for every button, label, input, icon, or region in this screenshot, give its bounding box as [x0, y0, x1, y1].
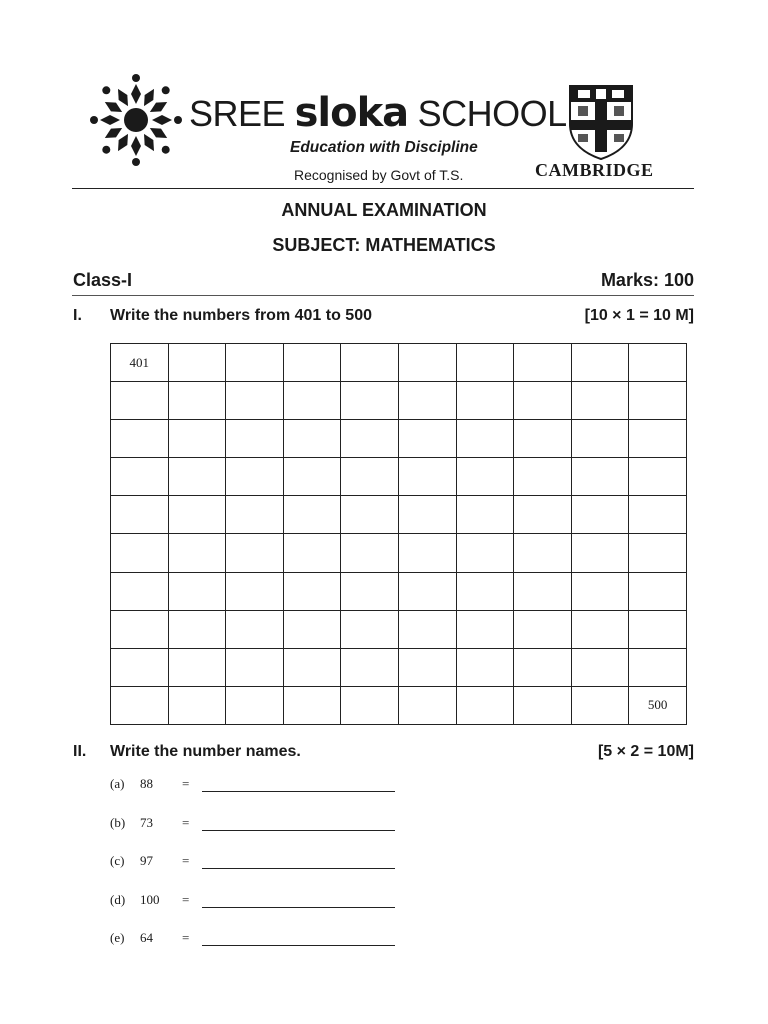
- grid-cell[interactable]: [456, 534, 514, 572]
- grid-cell[interactable]: [111, 572, 169, 610]
- item-number: 73: [140, 815, 153, 830]
- grid-cell[interactable]: [283, 420, 341, 458]
- school-name-mid: sloka: [294, 90, 409, 136]
- grid-cell[interactable]: [283, 382, 341, 420]
- grid-cell[interactable]: [226, 382, 284, 420]
- school-tagline: Education with Discipline: [290, 139, 478, 156]
- equals-sign: =: [182, 815, 190, 830]
- grid-cell[interactable]: [168, 572, 226, 610]
- grid-cell[interactable]: [398, 572, 456, 610]
- grid-cell[interactable]: [341, 686, 399, 724]
- grid-cell[interactable]: [456, 648, 514, 686]
- grid-cell[interactable]: [226, 344, 284, 382]
- question-1-text: Write the numbers from 401 to 500: [110, 307, 372, 324]
- question-2-number: II.: [73, 743, 87, 760]
- grid-cell[interactable]: [168, 686, 226, 724]
- item-label: (b): [110, 815, 126, 830]
- grid-cell[interactable]: [226, 648, 284, 686]
- item-label: (e): [110, 930, 125, 945]
- school-header: [72, 70, 694, 188]
- grid-cell[interactable]: [571, 534, 629, 572]
- grid-cell[interactable]: [341, 610, 399, 648]
- question-1-marks: [10 × 1 = 10 M]: [584, 307, 694, 324]
- sun-flower-emblem-icon: [86, 70, 186, 170]
- school-name-right: SCHOOL: [417, 93, 567, 134]
- grid-cell[interactable]: 500: [629, 686, 687, 724]
- grid-cell[interactable]: [629, 534, 687, 572]
- grid-cell[interactable]: [514, 572, 572, 610]
- grid-row: [111, 344, 687, 382]
- grid-cell[interactable]: [341, 382, 399, 420]
- grid-cell[interactable]: [514, 686, 572, 724]
- list-item: [110, 815, 410, 835]
- grid-cell[interactable]: [629, 382, 687, 420]
- number-grid: [110, 343, 687, 725]
- grid-cell[interactable]: [341, 648, 399, 686]
- grid-cell[interactable]: [398, 648, 456, 686]
- grid-cell[interactable]: [226, 496, 284, 534]
- grid-cell[interactable]: [283, 458, 341, 496]
- grid-cell[interactable]: [514, 534, 572, 572]
- grid-cell[interactable]: [456, 572, 514, 610]
- grid-cell[interactable]: [456, 420, 514, 458]
- grid-cell[interactable]: [629, 572, 687, 610]
- list-item: [110, 776, 410, 796]
- item-label: (d): [110, 892, 126, 907]
- grid-cell[interactable]: [111, 686, 169, 724]
- equals-sign: =: [182, 930, 190, 945]
- grid-cell[interactable]: [168, 382, 226, 420]
- grid-row: [111, 420, 687, 458]
- grid-cell[interactable]: [456, 496, 514, 534]
- recognition-text: Recognised by Govt of T.S.: [294, 167, 464, 183]
- item-number: 88: [140, 776, 153, 791]
- grid-cell[interactable]: [111, 648, 169, 686]
- answer-line[interactable]: [202, 907, 395, 908]
- list-item: [110, 930, 410, 950]
- grid-cell[interactable]: [398, 610, 456, 648]
- list-item: [110, 853, 410, 873]
- grid-cell[interactable]: [111, 420, 169, 458]
- item-label: (a): [110, 776, 125, 791]
- grid-cell[interactable]: [514, 458, 572, 496]
- grid-cell[interactable]: [514, 344, 572, 382]
- question-1-number: I.: [73, 307, 82, 324]
- grid-cell[interactable]: [283, 496, 341, 534]
- grid-cell[interactable]: [398, 496, 456, 534]
- item-number: 97: [140, 853, 153, 868]
- list-item: [110, 892, 410, 912]
- grid-row: [111, 610, 687, 648]
- grid-cell[interactable]: [283, 344, 341, 382]
- grid-cell[interactable]: [168, 496, 226, 534]
- grid-cell[interactable]: [283, 534, 341, 572]
- question-2-text: Write the number names.: [110, 743, 301, 760]
- grid-cell[interactable]: [111, 534, 169, 572]
- grid-cell[interactable]: [514, 382, 572, 420]
- grid-cell[interactable]: [341, 496, 399, 534]
- school-name-left: SREE: [189, 93, 286, 134]
- grid-cell[interactable]: [341, 458, 399, 496]
- grid-cell[interactable]: [111, 382, 169, 420]
- grid-cell[interactable]: [341, 572, 399, 610]
- grid-cell[interactable]: [571, 458, 629, 496]
- grid-cell[interactable]: [398, 686, 456, 724]
- equals-sign: =: [182, 892, 190, 907]
- grid-cell[interactable]: [283, 686, 341, 724]
- exam-title: ANNUAL EXAMINATION: [281, 200, 487, 220]
- grid-cell[interactable]: [226, 534, 284, 572]
- grid-cell[interactable]: [571, 610, 629, 648]
- item-number: 100: [140, 892, 160, 907]
- grid-cell[interactable]: [456, 382, 514, 420]
- cambridge-crest-icon: [568, 84, 634, 160]
- answer-line[interactable]: [202, 868, 395, 869]
- item-number: 64: [140, 930, 153, 945]
- grid-cell[interactable]: [629, 344, 687, 382]
- grid-cell[interactable]: [168, 648, 226, 686]
- grid-cell[interactable]: [629, 610, 687, 648]
- grid-cell[interactable]: [456, 610, 514, 648]
- grid-cell[interactable]: [456, 458, 514, 496]
- grid-cell[interactable]: [111, 496, 169, 534]
- equals-sign: =: [182, 853, 190, 868]
- grid-cell[interactable]: [571, 648, 629, 686]
- grid-cell[interactable]: [283, 572, 341, 610]
- grid-cell[interactable]: 401: [111, 344, 169, 382]
- grid-cell[interactable]: [226, 610, 284, 648]
- grid-cell[interactable]: [571, 420, 629, 458]
- grid-cell[interactable]: [456, 686, 514, 724]
- grid-cell[interactable]: [571, 344, 629, 382]
- grid-cell[interactable]: [514, 496, 572, 534]
- grid-row: [111, 572, 687, 610]
- item-label: (c): [110, 853, 125, 868]
- answer-line[interactable]: [202, 945, 395, 946]
- grid-cell[interactable]: [168, 458, 226, 496]
- grid-cell[interactable]: [283, 610, 341, 648]
- grid-cell[interactable]: [514, 610, 572, 648]
- grid-cell[interactable]: [629, 648, 687, 686]
- grid-cell[interactable]: [111, 458, 169, 496]
- section-divider: [72, 295, 694, 296]
- subject-title: SUBJECT: MATHEMATICS: [272, 235, 496, 255]
- grid-cell[interactable]: [629, 420, 687, 458]
- grid-cell[interactable]: [398, 382, 456, 420]
- grid-row: [111, 496, 687, 534]
- grid-cell[interactable]: [398, 344, 456, 382]
- grid-row: [111, 686, 687, 724]
- total-marks: Marks: 100: [600, 270, 694, 290]
- grid-cell[interactable]: [514, 648, 572, 686]
- crest-caption: CAMBRIDGE: [535, 160, 654, 180]
- grid-row: [111, 534, 687, 572]
- grid-row: [111, 648, 687, 686]
- grid-cell[interactable]: [629, 458, 687, 496]
- grid-row: [111, 382, 687, 420]
- grid-cell[interactable]: [571, 382, 629, 420]
- equals-sign: =: [182, 776, 190, 791]
- grid-cell[interactable]: [111, 610, 169, 648]
- class-label: Class-I: [73, 270, 133, 290]
- grid-cell[interactable]: [283, 648, 341, 686]
- grid-cell[interactable]: [629, 496, 687, 534]
- grid-cell[interactable]: [341, 344, 399, 382]
- answer-line[interactable]: [202, 830, 395, 831]
- answer-line[interactable]: [202, 791, 395, 792]
- grid-cell[interactable]: [168, 420, 226, 458]
- grid-cell[interactable]: [571, 572, 629, 610]
- grid-cell[interactable]: [571, 496, 629, 534]
- grid-cell[interactable]: [226, 572, 284, 610]
- question-2-marks: [5 × 2 = 10M]: [597, 743, 694, 760]
- grid-cell[interactable]: [168, 610, 226, 648]
- grid-cell[interactable]: [341, 420, 399, 458]
- grid-cell[interactable]: [168, 534, 226, 572]
- grid-cell[interactable]: [398, 534, 456, 572]
- grid-cell[interactable]: [398, 420, 456, 458]
- grid-cell[interactable]: [226, 686, 284, 724]
- school-name: [189, 90, 567, 136]
- header-divider: [72, 188, 694, 189]
- grid-cell[interactable]: [341, 534, 399, 572]
- grid-cell[interactable]: [226, 458, 284, 496]
- grid-cell[interactable]: [514, 420, 572, 458]
- grid-cell[interactable]: [168, 344, 226, 382]
- grid-cell[interactable]: [571, 686, 629, 724]
- grid-cell[interactable]: [456, 344, 514, 382]
- grid-cell[interactable]: [398, 458, 456, 496]
- grid-cell[interactable]: [226, 420, 284, 458]
- grid-row: [111, 458, 687, 496]
